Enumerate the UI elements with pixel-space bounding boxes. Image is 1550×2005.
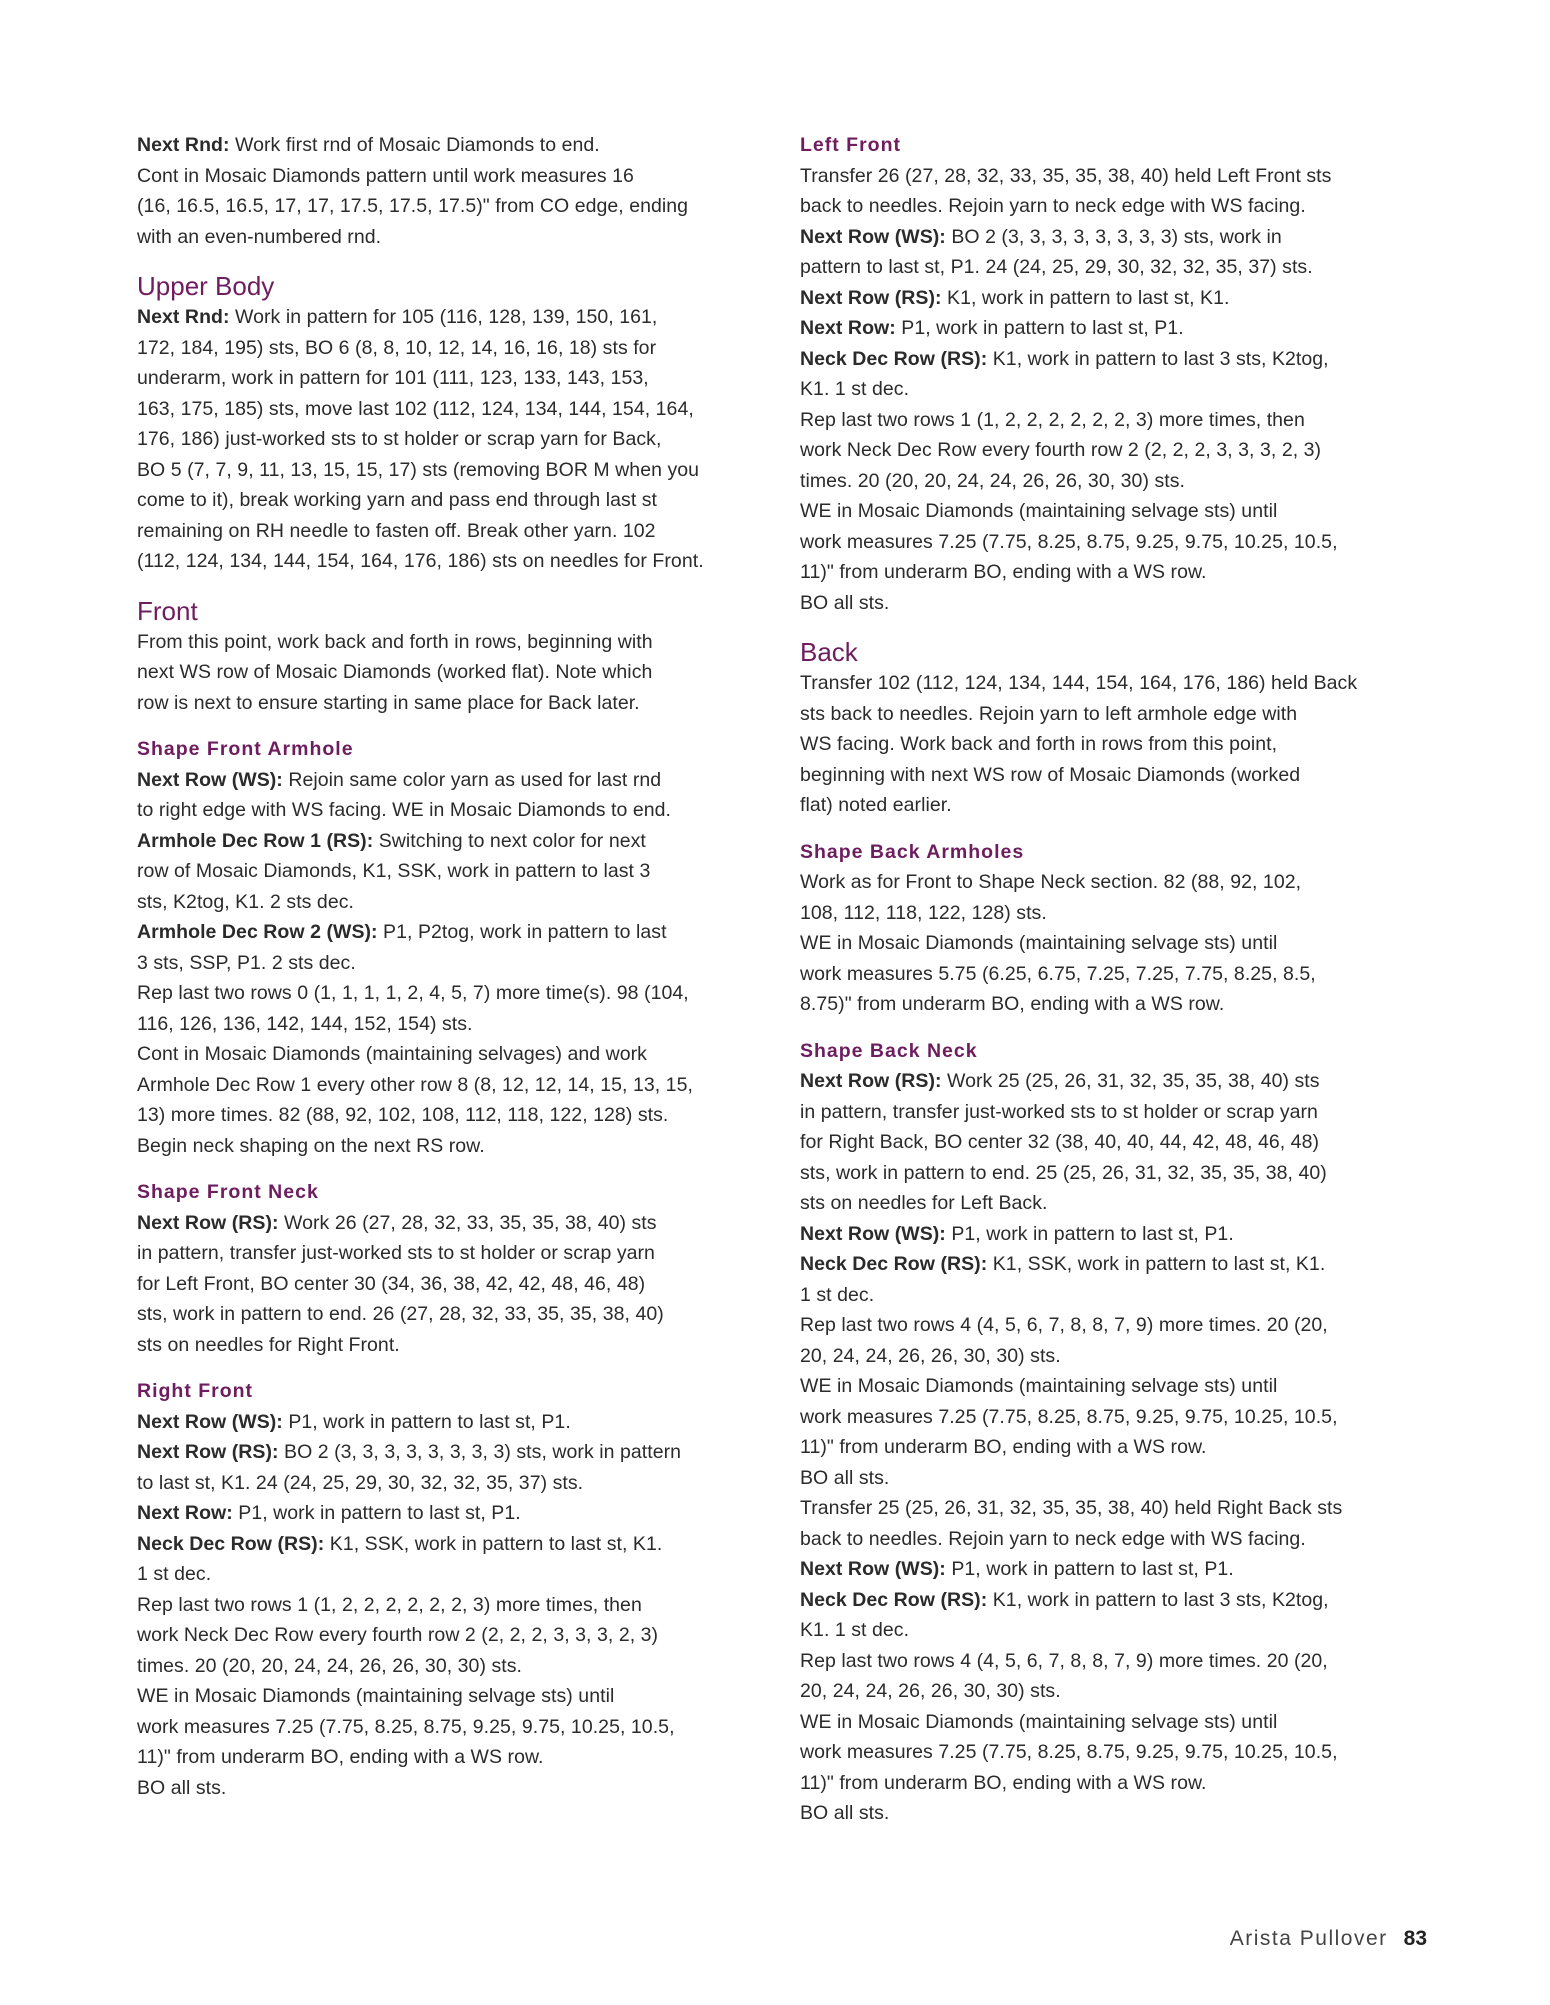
instruction-text: Work first rnd of Mosaic Diamonds to end. bbox=[229, 134, 600, 156]
instruction-text: sts, K2tog, K1. 2 sts dec. bbox=[137, 890, 354, 913]
row-label: Armhole Dec Row 2 (WS): bbox=[137, 921, 378, 943]
instruction-text: 176, 186) just-worked sts to st holder or scrap yarn for Back, bbox=[137, 428, 662, 450]
text-line bbox=[137, 1437, 757, 1468]
text-line bbox=[137, 1330, 757, 1361]
text-line bbox=[137, 1529, 757, 1560]
instruction-text: in pattern, transfer just-worked sts to st holder or scrap yarn bbox=[800, 1100, 1318, 1123]
instruction-text: 108, 112, 118, 122, 128) sts. bbox=[800, 901, 1047, 924]
text-line bbox=[137, 1590, 757, 1621]
instruction-text: for Left Front, BO center 30 (34, 36, 38, 42, 42, 48, 46, 48) bbox=[137, 1272, 646, 1295]
instruction-text: times. 20 (20, 20, 24, 24, 26, 26, 30, 30) sts. bbox=[137, 1654, 522, 1677]
instruction-text: Rep last two rows 1 (1, 2, 2, 2, 2, 2, 2, 3) more times, then bbox=[800, 408, 1305, 431]
text-line bbox=[137, 1681, 757, 1712]
instruction-text: P1, P2tog, work in pattern to last bbox=[377, 921, 667, 943]
text-line bbox=[137, 887, 757, 918]
instruction-text: Armhole Dec Row 1 every other row 8 (8, 12, 12, 14, 15, 13, 15, bbox=[137, 1073, 693, 1096]
row-label: Armhole Dec Row 1 (RS): bbox=[137, 829, 374, 852]
text-line bbox=[800, 790, 1420, 821]
text-line bbox=[137, 1407, 757, 1438]
instruction-text: P1, work in pattern to last st, P1. bbox=[945, 1222, 1234, 1245]
text-line bbox=[800, 191, 1420, 222]
text-line bbox=[800, 466, 1420, 497]
row-label: Neck Dec Row (RS): bbox=[800, 1588, 988, 1611]
text-line bbox=[800, 252, 1420, 283]
instruction-text: 11)" from underarm BO, ending with a WS row. bbox=[800, 561, 1207, 583]
section-heading-shape-back-neck: Shape Back Neck bbox=[800, 1039, 978, 1062]
text-line bbox=[137, 917, 757, 948]
row-label: Next Rnd: bbox=[137, 134, 230, 156]
instruction-text: come to it), break working yarn and pass end through last st bbox=[137, 489, 658, 511]
text-line bbox=[800, 867, 1420, 898]
text-line bbox=[137, 1498, 757, 1529]
text-line bbox=[137, 1100, 757, 1131]
text-line bbox=[137, 1651, 757, 1682]
instruction-text: sts, work in pattern to end. 25 (25, 26, 31, 32, 35, 35, 38, 40) bbox=[800, 1161, 1327, 1184]
section-heading-shape-back-armholes: Shape Back Armholes bbox=[800, 840, 1025, 863]
instruction-text: BO 5 (7, 7, 9, 11, 13, 15, 15, 17) sts (removing BOR M when you bbox=[137, 458, 700, 481]
text-line bbox=[800, 1554, 1420, 1585]
instruction-text: Rejoin same color yarn as used for last rnd bbox=[282, 768, 662, 791]
instruction-text: K1, work in pattern to last st, K1. bbox=[941, 286, 1230, 309]
instruction-paragraph bbox=[137, 130, 757, 252]
row-label: Next Row (RS): bbox=[800, 1070, 942, 1092]
text-line bbox=[800, 928, 1420, 959]
instruction-text: Transfer 25 (25, 26, 31, 32, 35, 35, 38, 40) held Right Back sts bbox=[800, 1497, 1343, 1519]
text-line bbox=[800, 313, 1420, 344]
row-label: Next Row: bbox=[800, 317, 896, 339]
left-column bbox=[137, 130, 757, 1817]
text-line bbox=[800, 729, 1420, 760]
instruction-text: Rep last two rows 4 (4, 5, 6, 7, 8, 8, 7, 9) more times. 20 (20, bbox=[800, 1314, 1328, 1336]
instruction-paragraph bbox=[137, 302, 757, 577]
instruction-text: Switching to next color for next bbox=[373, 829, 646, 852]
text-line bbox=[800, 161, 1420, 192]
instruction-text: BO all sts. bbox=[137, 1776, 227, 1799]
text-line bbox=[137, 333, 757, 364]
text-line bbox=[137, 688, 757, 719]
instruction-paragraph bbox=[137, 765, 757, 1162]
text-line bbox=[800, 1524, 1420, 1555]
section-heading-front: Front bbox=[137, 595, 198, 626]
instruction-text: Cont in Mosaic Diamonds pattern until work measures 16 bbox=[137, 164, 634, 187]
text-line bbox=[800, 435, 1420, 466]
text-line bbox=[800, 1310, 1420, 1341]
text-line bbox=[800, 1798, 1420, 1829]
text-line bbox=[800, 1676, 1420, 1707]
instruction-text: Rep last two rows 1 (1, 2, 2, 2, 2, 2, 2, 3) more times, then bbox=[137, 1593, 642, 1616]
row-label: Next Row (WS): bbox=[800, 225, 946, 248]
instruction-text: From this point, work back and forth in rows, beginning with bbox=[137, 630, 653, 653]
instruction-text: 8.75)" from underarm BO, ending with a WS row. bbox=[800, 993, 1225, 1015]
instruction-text: 11)" from underarm BO, ending with a WS row. bbox=[137, 1746, 544, 1768]
text-line bbox=[137, 1039, 757, 1070]
text-line bbox=[137, 1620, 757, 1651]
instruction-text: 13) more times. 82 (88, 92, 102, 108, 112, 118, 122, 128) sts. bbox=[137, 1104, 669, 1126]
instruction-text: P1, work in pattern to last st, P1. bbox=[282, 1410, 571, 1433]
text-line bbox=[137, 394, 757, 425]
instruction-text: Work in pattern for 105 (116, 128, 139, 150, 161, bbox=[229, 306, 658, 328]
row-label: Next Row (WS): bbox=[137, 768, 283, 791]
text-line bbox=[800, 760, 1420, 791]
instruction-paragraph bbox=[137, 627, 757, 719]
instruction-text: BO all sts. bbox=[800, 1802, 890, 1824]
instruction-text: BO all sts. bbox=[800, 1466, 890, 1489]
text-line bbox=[800, 1188, 1420, 1219]
text-line bbox=[137, 130, 757, 161]
row-label: Next Row (RS): bbox=[137, 1211, 279, 1234]
instruction-text: beginning with next WS row of Mosaic Diamonds (worked bbox=[800, 763, 1301, 786]
text-line bbox=[137, 1238, 757, 1269]
instruction-text: work measures 7.25 (7.75, 8.25, 8.75, 9.25, 9.75, 10.25, 10.5, bbox=[137, 1715, 675, 1738]
instruction-text: to right edge with WS facing. WE in Mosaic Diamonds to end. bbox=[137, 799, 672, 821]
instruction-text: P1, work in pattern to last st, P1. bbox=[895, 317, 1184, 339]
text-line bbox=[137, 1070, 757, 1101]
instruction-text: back to needles. Rejoin yarn to neck edge with WS facing. bbox=[800, 195, 1306, 217]
page-number: 83 bbox=[1403, 1927, 1427, 1950]
text-line bbox=[800, 1646, 1420, 1677]
instruction-text: sts on needles for Left Back. bbox=[800, 1192, 1048, 1214]
instruction-text: Transfer 102 (112, 124, 134, 144, 154, 164, 176, 186) held Back bbox=[800, 672, 1358, 694]
instruction-text: remaining on RH needle to fasten off. Break other yarn. 102 bbox=[137, 519, 656, 542]
pattern-title: Arista Pullover bbox=[1229, 1927, 1388, 1950]
text-line bbox=[137, 1468, 757, 1499]
instruction-text: times. 20 (20, 20, 24, 24, 26, 26, 30, 30) sts. bbox=[800, 469, 1185, 492]
instruction-text: work measures 7.25 (7.75, 8.25, 8.75, 9.25, 9.75, 10.25, 10.5, bbox=[800, 530, 1338, 553]
text-line bbox=[137, 363, 757, 394]
instruction-text: Rep last two rows 4 (4, 5, 6, 7, 8, 8, 7, 9) more times. 20 (20, bbox=[800, 1649, 1328, 1672]
instruction-text: WE in Mosaic Diamonds (maintaining selvage sts) until bbox=[137, 1685, 615, 1707]
instruction-text: flat) noted earlier. bbox=[800, 794, 952, 816]
instruction-text: Work as for Front to Shape Neck section. 82 (88, 92, 102, bbox=[800, 871, 1302, 893]
text-line bbox=[137, 191, 757, 222]
page-footer bbox=[1230, 1927, 1427, 1951]
instruction-text: (16, 16.5, 16.5, 17, 17, 17.5, 17.5, 17.5)" from CO edge, ending bbox=[137, 195, 689, 217]
instruction-text: WE in Mosaic Diamonds (maintaining selvage sts) until bbox=[800, 500, 1278, 522]
text-line bbox=[800, 1097, 1420, 1128]
text-line bbox=[137, 765, 757, 796]
text-line bbox=[800, 959, 1420, 990]
instruction-text: work Neck Dec Row every fourth row 2 (2, 2, 2, 3, 3, 3, 2, 3) bbox=[800, 439, 1322, 461]
instruction-text: K1. 1 st dec. bbox=[800, 378, 910, 400]
text-line bbox=[800, 283, 1420, 314]
section-heading-right-front: Right Front bbox=[137, 1380, 254, 1402]
text-line bbox=[137, 1712, 757, 1743]
instruction-text: BO 2 (3, 3, 3, 3, 3, 3, 3, 3) sts, work in bbox=[945, 225, 1282, 248]
instruction-text: 163, 175, 185) sts, move last 102 (112, 124, 134, 144, 154, 164, bbox=[137, 397, 694, 420]
section-heading-shape-front-armhole: Shape Front Armhole bbox=[137, 738, 354, 760]
instruction-text: with an even-numbered rnd. bbox=[137, 225, 382, 248]
instruction-text: work measures 7.25 (7.75, 8.25, 8.75, 9.25, 9.75, 10.25, 10.5, bbox=[800, 1741, 1338, 1763]
text-line bbox=[137, 1299, 757, 1330]
text-line bbox=[137, 627, 757, 658]
instruction-text: sts back to needles. Rejoin yarn to left armhole edge with bbox=[800, 702, 1298, 725]
instruction-text: row is next to ensure starting in same place for Back later. bbox=[137, 691, 640, 714]
text-line bbox=[137, 546, 757, 577]
text-line bbox=[800, 898, 1420, 929]
row-label: Next Rnd: bbox=[137, 306, 230, 328]
text-line bbox=[800, 344, 1420, 375]
row-label: Neck Dec Row (RS): bbox=[800, 347, 988, 370]
row-label: Neck Dec Row (RS): bbox=[137, 1532, 325, 1555]
instruction-text: WE in Mosaic Diamonds (maintaining selvage sts) until bbox=[800, 1375, 1278, 1397]
text-line bbox=[800, 1493, 1420, 1524]
instruction-text: for Right Back, BO center 32 (38, 40, 40, 44, 42, 48, 46, 48) bbox=[800, 1131, 1320, 1153]
section-heading-back: Back bbox=[800, 637, 858, 667]
text-line bbox=[800, 1402, 1420, 1433]
row-label: Next Row: bbox=[137, 1502, 233, 1524]
instruction-text: 11)" from underarm BO, ending with a WS row. bbox=[800, 1771, 1207, 1794]
instruction-paragraph bbox=[800, 161, 1420, 619]
text-line bbox=[800, 1280, 1420, 1311]
instruction-text: K1. 1 st dec. bbox=[800, 1619, 910, 1641]
text-line bbox=[137, 424, 757, 455]
instruction-text: K1, work in pattern to last 3 sts, K2tog, bbox=[987, 347, 1329, 370]
text-line bbox=[137, 1559, 757, 1590]
text-line bbox=[137, 657, 757, 688]
text-line bbox=[800, 1371, 1420, 1402]
instruction-text: back to needles. Rejoin yarn to neck edge with WS facing. bbox=[800, 1527, 1306, 1550]
text-line bbox=[800, 1249, 1420, 1280]
text-line bbox=[800, 1127, 1420, 1158]
instruction-text: K1, SSK, work in pattern to last st, K1. bbox=[987, 1253, 1326, 1275]
text-line bbox=[137, 222, 757, 253]
text-line bbox=[800, 1219, 1420, 1250]
text-line bbox=[137, 516, 757, 547]
instruction-text: Work 25 (25, 26, 31, 32, 35, 35, 38, 40) sts bbox=[941, 1070, 1320, 1092]
text-line bbox=[137, 978, 757, 1009]
instruction-text: 172, 184, 195) sts, BO 6 (8, 8, 10, 12, 14, 16, 16, 18) sts for bbox=[137, 336, 657, 359]
row-label: Next Row (RS): bbox=[137, 1441, 279, 1463]
instruction-text: 116, 126, 136, 142, 144, 152, 154) sts. bbox=[137, 1012, 473, 1035]
row-label: Neck Dec Row (RS): bbox=[800, 1253, 988, 1275]
instruction-text: BO 2 (3, 3, 3, 3, 3, 3, 3, 3) sts, work in pattern bbox=[278, 1441, 682, 1463]
text-line bbox=[137, 1773, 757, 1804]
text-line bbox=[137, 948, 757, 979]
instruction-text: 1 st dec. bbox=[800, 1283, 875, 1306]
text-line bbox=[800, 1432, 1420, 1463]
instruction-text: Work 26 (27, 28, 32, 33, 35, 35, 38, 40) sts bbox=[278, 1211, 657, 1234]
instruction-text: WS facing. Work back and forth in rows from this point, bbox=[800, 733, 1278, 755]
text-line bbox=[137, 302, 757, 333]
text-line bbox=[800, 1615, 1420, 1646]
instruction-text: Begin neck shaping on the next RS row. bbox=[137, 1134, 485, 1157]
text-line bbox=[800, 405, 1420, 436]
instruction-text: to last st, K1. 24 (24, 25, 29, 30, 32, 32, 35, 37) sts. bbox=[137, 1471, 584, 1494]
instruction-text: work measures 5.75 (6.25, 6.75, 7.25, 7.25, 7.75, 8.25, 8.5, bbox=[800, 962, 1316, 985]
row-label: Next Row (RS): bbox=[800, 286, 942, 309]
text-line bbox=[800, 1585, 1420, 1616]
right-column bbox=[800, 130, 1420, 1843]
instruction-text: row of Mosaic Diamonds, K1, SSK, work in pattern to last 3 bbox=[137, 860, 651, 882]
instruction-text: pattern to last st, P1. 24 (24, 25, 29, 30, 32, 32, 35, 37) sts. bbox=[800, 256, 1313, 278]
text-line bbox=[137, 161, 757, 192]
text-line bbox=[800, 557, 1420, 588]
instruction-text: K1, work in pattern to last 3 sts, K2tog, bbox=[987, 1588, 1329, 1611]
section-heading-left-front: Left Front bbox=[800, 134, 901, 156]
instruction-text: P1, work in pattern to last st, P1. bbox=[232, 1502, 521, 1524]
text-line bbox=[137, 485, 757, 516]
instruction-paragraph bbox=[137, 1407, 757, 1804]
text-line bbox=[137, 795, 757, 826]
instruction-text: 20, 24, 24, 26, 26, 30, 30) sts. bbox=[800, 1680, 1061, 1702]
instruction-text: in pattern, transfer just-worked sts to st holder or scrap yarn bbox=[137, 1242, 655, 1264]
instruction-paragraph bbox=[137, 1208, 757, 1361]
instruction-text: work Neck Dec Row every fourth row 2 (2, 2, 2, 3, 3, 3, 2, 3) bbox=[137, 1624, 659, 1646]
instruction-text: Rep last two rows 0 (1, 1, 1, 1, 2, 4, 5, 7) more time(s). 98 (104, bbox=[137, 982, 689, 1004]
row-label: Next Row (WS): bbox=[800, 1558, 946, 1580]
text-line bbox=[137, 1009, 757, 1040]
text-line bbox=[800, 588, 1420, 619]
text-line bbox=[137, 826, 757, 857]
instruction-text: 1 st dec. bbox=[137, 1563, 212, 1585]
instruction-text: 11)" from underarm BO, ending with a WS row. bbox=[800, 1436, 1207, 1458]
instruction-text: P1, work in pattern to last st, P1. bbox=[945, 1558, 1234, 1580]
instruction-text: K1, SSK, work in pattern to last st, K1. bbox=[324, 1532, 663, 1555]
row-label: Next Row (WS): bbox=[800, 1222, 946, 1245]
text-line bbox=[137, 455, 757, 486]
text-line bbox=[800, 1066, 1420, 1097]
instruction-paragraph bbox=[800, 668, 1420, 821]
text-line bbox=[800, 496, 1420, 527]
text-line bbox=[800, 699, 1420, 730]
text-line bbox=[137, 1131, 757, 1162]
instruction-text: work measures 7.25 (7.75, 8.25, 8.75, 9.25, 9.75, 10.25, 10.5, bbox=[800, 1405, 1338, 1428]
instruction-text: Cont in Mosaic Diamonds (maintaining selvages) and work bbox=[137, 1043, 647, 1065]
text-line bbox=[800, 1463, 1420, 1494]
text-line bbox=[800, 374, 1420, 405]
instruction-text: Transfer 26 (27, 28, 32, 33, 35, 35, 38, 40) held Left Front sts bbox=[800, 164, 1332, 187]
text-line bbox=[800, 668, 1420, 699]
instruction-text: WE in Mosaic Diamonds (maintaining selvage sts) until bbox=[800, 932, 1278, 954]
text-line bbox=[137, 1742, 757, 1773]
text-line bbox=[137, 1208, 757, 1239]
text-line bbox=[800, 527, 1420, 558]
row-label: Next Row (WS): bbox=[137, 1410, 283, 1433]
text-line bbox=[800, 989, 1420, 1020]
text-line bbox=[800, 1158, 1420, 1189]
instruction-text: sts, work in pattern to end. 26 (27, 28, 32, 33, 35, 35, 38, 40) bbox=[137, 1303, 664, 1325]
instruction-text: (112, 124, 134, 144, 154, 164, 176, 186) sts on needles for Front. bbox=[137, 550, 704, 572]
instruction-text: BO all sts. bbox=[800, 591, 890, 614]
instruction-paragraph bbox=[800, 867, 1420, 1020]
section-heading-shape-front-neck: Shape Front Neck bbox=[137, 1181, 319, 1203]
text-line bbox=[800, 222, 1420, 253]
instruction-text: 3 sts, SSP, P1. 2 sts dec. bbox=[137, 951, 356, 974]
text-line bbox=[137, 856, 757, 887]
instruction-text: underarm, work in pattern for 101 (111, 123, 133, 143, 153, bbox=[137, 367, 649, 389]
instruction-paragraph bbox=[800, 1066, 1420, 1829]
text-line bbox=[137, 1269, 757, 1300]
instruction-text: next WS row of Mosaic Diamonds (worked flat). Note which bbox=[137, 661, 653, 683]
section-heading-upper-body: Upper Body bbox=[137, 271, 275, 301]
instruction-text: sts on needles for Right Front. bbox=[137, 1333, 400, 1356]
text-line bbox=[800, 1768, 1420, 1799]
text-line bbox=[800, 1341, 1420, 1372]
text-line bbox=[800, 1737, 1420, 1768]
instruction-text: WE in Mosaic Diamonds (maintaining selvage sts) until bbox=[800, 1710, 1278, 1733]
text-line bbox=[800, 1707, 1420, 1738]
instruction-text: 20, 24, 24, 26, 26, 30, 30) sts. bbox=[800, 1344, 1061, 1367]
